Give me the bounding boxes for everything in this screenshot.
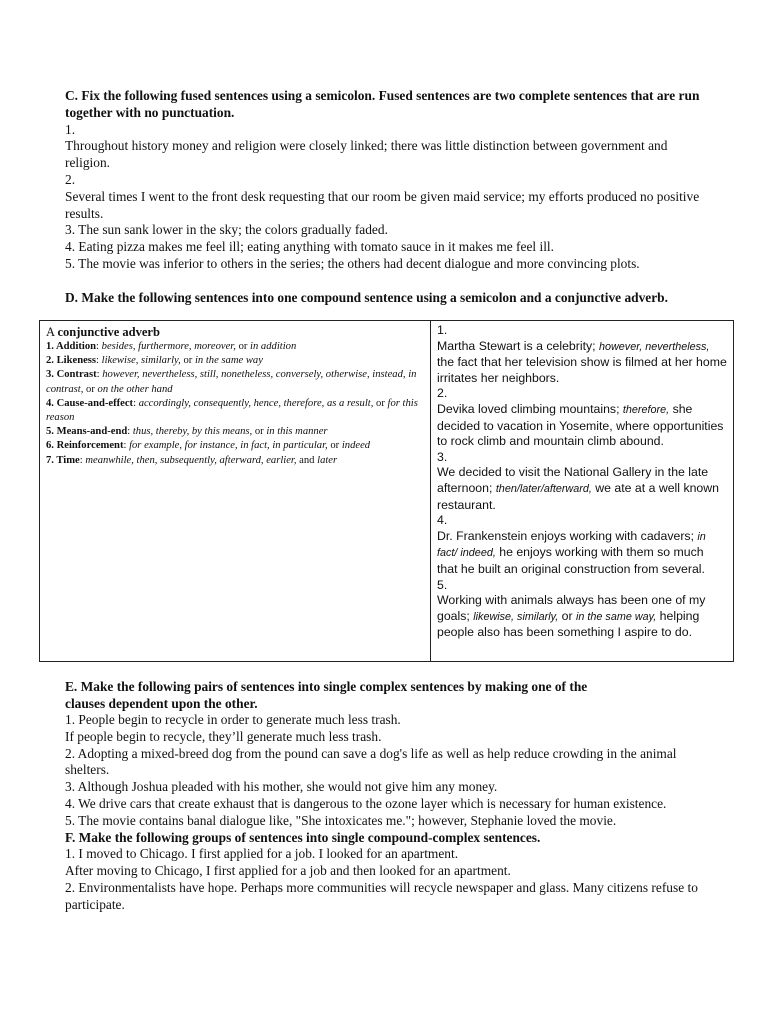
section-c bbox=[65, 88, 715, 273]
sentence-item-number: 2. bbox=[437, 386, 448, 401]
adverb-category: 4. Cause-and-effect: accordingly, consequently, hence, therefore, as a result, or for this reason bbox=[46, 397, 418, 424]
sentence-item-number: 5. bbox=[437, 577, 448, 592]
sentence-item: We decided to visit the National Gallery in the late afternoon; then/later/afterward, we ate at a well known restaurant. bbox=[437, 465, 719, 512]
adverb-category: 6. Reinforcement: for example, for instance, in fact, in particular, or indeed bbox=[46, 440, 371, 452]
sentence-item-number: 4. bbox=[437, 513, 448, 528]
sentence-item: Martha Stewart is a celebrity; however, nevertheless, the fact that her television show is filmed at her home irritates her neighbors. bbox=[437, 338, 727, 385]
section-e-line: If people begin to recycle, they’ll generate much less trash. bbox=[65, 728, 382, 744]
section-c-line: 4. Eating pizza makes me feel ill; eating anything with tomato sauce in it makes me feel ill. bbox=[65, 239, 554, 255]
adverb-categories-cell bbox=[40, 321, 431, 662]
section-e-heading: E. Make the following pairs of sentences into single complex sentences by making one of the clauses dependent upon the other. bbox=[65, 679, 588, 711]
section-f-line: 2. Environmentalists have hope. Perhaps more communities will recycle newspaper and glass. Many citizens refuse to participate. bbox=[65, 879, 698, 912]
section-e-line: 5. The movie contains banal dialogue like, "She intoxicates me."; however, Stephanie loved the movie. bbox=[65, 812, 617, 828]
adverb-category: 2. Likeness: likewise, similarly, or in the same way bbox=[46, 355, 263, 367]
adverb-category: 3. Contrast: however, nevertheless, still, nonetheless, conversely, otherwise, instead, in contrast, or on the other hand bbox=[46, 369, 417, 395]
section-f-line: After moving to Chicago, I first applied for a job and then looked for an apartment. bbox=[65, 863, 511, 879]
adverb-category: 1. Addition: besides, furthermore, moreover, or in addition bbox=[46, 341, 297, 352]
adverb-sentences-cell bbox=[431, 321, 734, 662]
section-c-item-text: Throughout history money and religion were closely linked; there was little distinction between government and religion. bbox=[65, 138, 668, 171]
conjunctive-adverb-table bbox=[39, 320, 734, 662]
section-c-item-number: 1. bbox=[65, 121, 76, 137]
adverb-category: 7. Time: meanwhile, then, subsequently, afterward, earlier, and later bbox=[46, 454, 338, 466]
sentence-item-number: 1. bbox=[437, 323, 448, 337]
section-e-line: 3. Although Joshua pleaded with his mother, she would not give him any money. bbox=[65, 779, 498, 795]
section-f-heading: F. Make the following groups of sentences into single compound-complex sentences. bbox=[65, 829, 541, 845]
section-c-line: 5. The movie was inferior to others in the series; the others had decent dialogue and more convincing plots. bbox=[65, 255, 640, 271]
section-e-line: 1. People begin to recycle in order to generate much less trash. bbox=[65, 712, 401, 727]
section-e bbox=[65, 712, 715, 914]
section-c-item-number: 2. bbox=[65, 171, 76, 187]
section-e-line: 2. Adopting a mixed-breed dog from the pound can save a dog's life as well as help reduce crowding in the animal shelters. bbox=[65, 745, 677, 778]
section-d-heading: D. Make the following sentences into one compound sentence using a semicolon and a conjunctive adverb. bbox=[65, 290, 668, 305]
sentence-item: Devika loved climbing mountains; therefore, she decided to vacation in Yosemite, where opportunities to rock climb and mountain climb abound. bbox=[437, 401, 724, 449]
section-c-heading: C. Fix the following fused sentences using a semicolon. Fused sentences are two complete sentences that are run together with no punctuation. bbox=[65, 88, 700, 120]
adverb-category: 5. Means-and-end: thus, thereby, by this means, or in this manner bbox=[46, 426, 328, 438]
sentence-item: Dr. Frankenstein enjoys working with cadavers; in fact/ indeed, he enjoys working with them so much that he built an original construction from several. bbox=[437, 528, 706, 576]
section-c-line: 3. The sun sank lower in the sky; the colors gradually faded. bbox=[65, 222, 388, 238]
adverb-table-heading: A conjunctive adverb bbox=[46, 325, 160, 339]
section-e-line: 4. We drive cars that create exhaust that is dangerous to the ozone layer which is necessary for human existence. bbox=[65, 795, 667, 811]
sentence-item: Working with animals always has been one of my goals; likewise, similarly, or in the same way, helping people also has been something I aspire to do. bbox=[437, 593, 706, 640]
section-c-item-text: Several times I went to the front desk requesting that our room be given maid service; my efforts produced no positive results. bbox=[65, 188, 700, 221]
section-f-line: 1. I moved to Chicago. I first applied for a job. I looked for an apartment. bbox=[65, 846, 459, 862]
sentence-item-number: 3. bbox=[437, 449, 448, 464]
